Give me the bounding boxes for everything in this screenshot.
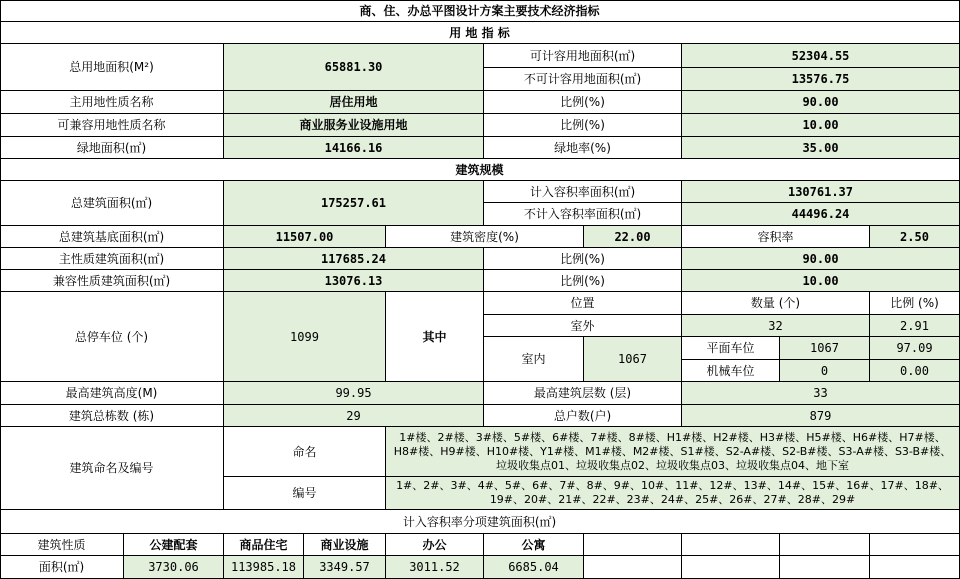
far-label: 容积率 — [682, 226, 870, 248]
parking-indoor-count: 1067 — [584, 337, 682, 382]
far-breakdown-empty-cell — [682, 534, 780, 556]
far-land-area-label: 可计容用地面积(㎡) — [484, 44, 682, 68]
parking-flat-label: 平面车位 — [682, 337, 780, 360]
total-parking-label: 总停车位 (个) — [0, 292, 224, 382]
total-gfa-value: 175257.61 — [224, 181, 484, 226]
green-rate-label: 绿地率(%) — [484, 137, 682, 159]
compat-gfa-ratio-label: 比例(%) — [484, 270, 682, 292]
far-breakdown-area-value: 3730.06 — [124, 556, 224, 579]
max-floors-label: 最高建筑层数 (层) — [484, 382, 682, 405]
far-breakdown-empty-cell — [780, 556, 870, 579]
far-breakdown-area-value: 3011.52 — [386, 556, 484, 579]
far-breakdown-col-header: 公建配套 — [124, 534, 224, 556]
parking-mech-label: 机械车位 — [682, 360, 780, 382]
non-far-gfa-label: 不计入容积率面积(㎡) — [484, 203, 682, 226]
land-section-title: 用 地 指 标 — [0, 22, 960, 44]
compat-land-use-label: 可兼容用地性质名称 — [0, 114, 224, 137]
far-land-area-value: 52304.55 — [682, 44, 960, 68]
compat-gfa-label: 兼容性质建筑面积(㎡) — [0, 270, 224, 292]
parking-outdoor-count: 32 — [682, 315, 870, 337]
non-far-land-area-value: 13576.75 — [682, 68, 960, 91]
far-breakdown-col-header: 商业设施 — [304, 534, 386, 556]
far-value: 2.50 — [870, 226, 960, 248]
building-naming-label: 建筑命名及编号 — [0, 427, 224, 510]
parking-flat-ratio: 97.09 — [870, 337, 960, 360]
parking-count-header: 数量 (个) — [682, 292, 870, 315]
far-breakdown-empty-cell — [584, 556, 682, 579]
building-name-value: 1#楼、2#楼、3#楼、5#楼、6#楼、7#楼、8#楼、H1#楼、H2#楼、H3#楼、H5#楼、H6#楼、H7#楼、H8#楼、H9#楼、H10#楼、Y1#楼、M1#楼、M2#楼、S1#楼、S2-A#楼、S2-B#楼、S3-A#楼、S3-B#楼、垃圾收集点01、垃圾收集点02、垃圾收集点03、垃圾收集点04、地下室 — [386, 427, 960, 477]
far-gfa-label: 计入容积率面积(㎡) — [484, 181, 682, 203]
far-breakdown-area-value: 113985.18 — [224, 556, 304, 579]
green-area-value: 14166.16 — [224, 137, 484, 159]
main-gfa-label: 主性质建筑面积(㎡) — [0, 248, 224, 270]
far-breakdown-empty-cell — [584, 534, 682, 556]
main-land-use-label: 主用地性质名称 — [0, 91, 224, 114]
compat-land-ratio-label: 比例(%) — [484, 114, 682, 137]
main-land-use-value: 居住用地 — [224, 91, 484, 114]
total-parking-value: 1099 — [224, 292, 386, 382]
main-gfa-value: 117685.24 — [224, 248, 484, 270]
non-far-land-area-label: 不可计容用地面积(㎡) — [484, 68, 682, 91]
density-value: 22.00 — [584, 226, 682, 248]
parking-mech-ratio: 0.00 — [870, 360, 960, 382]
parking-mech-count: 0 — [780, 360, 870, 382]
green-area-label: 绿地面积(㎡) — [0, 137, 224, 159]
far-breakdown-col-header: 商品住宅 — [224, 534, 304, 556]
far-breakdown-empty-cell — [682, 556, 780, 579]
far-breakdown-col-header: 公寓 — [484, 534, 584, 556]
far-gfa-value: 130761.37 — [682, 181, 960, 203]
total-land-area-value: 65881.30 — [224, 44, 484, 91]
far-breakdown-col-header: 办公 — [386, 534, 484, 556]
far-breakdown-empty-cell — [870, 534, 960, 556]
parking-indoor-label: 室内 — [484, 337, 584, 382]
far-breakdown-area-label: 面积(㎡) — [0, 556, 124, 579]
max-height-value: 99.95 — [224, 382, 484, 405]
far-breakdown-type-label: 建筑性质 — [0, 534, 124, 556]
building-count-value: 29 — [224, 405, 484, 427]
far-breakdown-area-value: 6685.04 — [484, 556, 584, 579]
building-number-value: 1#、2#、3#、4#、5#、6#、7#、8#、9#、10#、11#、12#、13#、14#、15#、16#、17#、18#、19#、20#、21#、22#、23#、24#、25#、26#、27#、28#、29# — [386, 477, 960, 510]
building-number-label: 编号 — [224, 477, 386, 510]
building-name-label: 命名 — [224, 427, 386, 477]
compat-gfa-value: 13076.13 — [224, 270, 484, 292]
parking-position-header: 位置 — [484, 292, 682, 315]
households-value: 879 — [682, 405, 960, 427]
non-far-gfa-value: 44496.24 — [682, 203, 960, 226]
base-area-label: 总建筑基底面积(㎡) — [0, 226, 224, 248]
parking-ratio-header: 比例 (%) — [870, 292, 960, 315]
parking-outdoor-ratio: 2.91 — [870, 315, 960, 337]
total-land-area-label: 总用地面积(M²) — [0, 44, 224, 91]
sheet-title: 商、住、办总平图设计方案主要技术经济指标 — [0, 0, 960, 22]
compat-land-ratio-value: 10.00 — [682, 114, 960, 137]
green-rate-value: 35.00 — [682, 137, 960, 159]
households-label: 总户数(户) — [484, 405, 682, 427]
parking-flat-count: 1067 — [780, 337, 870, 360]
main-land-ratio-label: 比例(%) — [484, 91, 682, 114]
parking-among-label: 其中 — [386, 292, 484, 382]
compat-land-use-value: 商业服务业设施用地 — [224, 114, 484, 137]
building-section-title: 建筑规模 — [0, 159, 960, 181]
far-breakdown-area-value: 3349.57 — [304, 556, 386, 579]
far-breakdown-title: 计入容积率分项建筑面积(㎡) — [0, 510, 960, 534]
main-land-ratio-value: 90.00 — [682, 91, 960, 114]
compat-gfa-ratio-value: 10.00 — [682, 270, 960, 292]
far-breakdown-empty-cell — [780, 534, 870, 556]
density-label: 建筑密度(%) — [386, 226, 584, 248]
main-gfa-ratio-value: 90.00 — [682, 248, 960, 270]
far-breakdown-empty-cell — [870, 556, 960, 579]
main-gfa-ratio-label: 比例(%) — [484, 248, 682, 270]
building-count-label: 建筑总栋数 (栋) — [0, 405, 224, 427]
max-height-label: 最高建筑高度(M) — [0, 382, 224, 405]
total-gfa-label: 总建筑面积(㎡) — [0, 181, 224, 226]
parking-outdoor-label: 室外 — [484, 315, 682, 337]
base-area-value: 11507.00 — [224, 226, 386, 248]
max-floors-value: 33 — [682, 382, 960, 405]
